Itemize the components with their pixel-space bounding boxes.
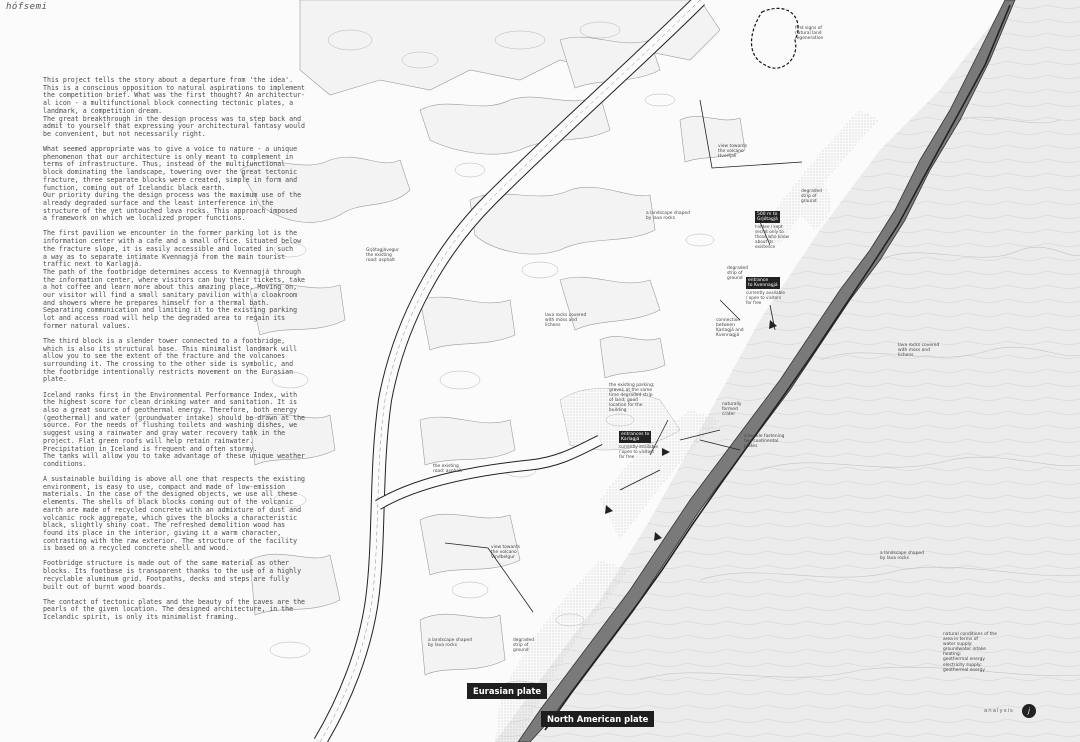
label-view-hverfjall: view towards the volcano Hverfjall — [718, 144, 747, 160]
label-buckle: a buckle fastening two continental plates — [744, 434, 785, 450]
box-grjotagja-sub: hidden / kept secret only to those who know about its existence — [755, 224, 789, 249]
label-natural-conditions: natural conditions of the area in terms of water supply: groundwater intake heating: geothermal energy electricity supply: geothermal energy — [943, 632, 997, 673]
analysis-label: analysis — [984, 708, 1014, 714]
description-paragraph-7: Footbridge structure is made out of the same material as other blocks. Its footbase is transparent thanks to the use of a highly recyclable aluminum grid. Footpaths, decks and steps are fully built out of burnt wood boards. — [43, 559, 302, 591]
label-first-signs: first signs of natural land regeneration — [795, 26, 824, 42]
label-parking: the existing parking; gravel; at the same time degraded strip of land; good location for the building — [609, 383, 655, 414]
description-paragraph-4: The third block is a slender tower connected to a footbridge, which is also its structural base. This minimalist landmark will allow you to see the extent of the fracture and the volcanoes surrounding it. The crossing to the other side is symbolic, and the footbridge intentionally restricts movement on the Eurasian plate. — [43, 336, 298, 384]
regeneration-area — [751, 8, 798, 68]
description-paragraph-5: Iceland ranks first in the Environmental Performance Index, with the highest score for clean drinking water and sanitation. It is also a great source of geothermal energy. Therefore, both energy (geothermal) and water (groundwater intake) should be drawn at the source. For the needs of flushing toilets and washing dishes, we suggest using a rainwater and gray water recovery tank in the project. Flat green roofs will help retain rainwater. Precipitation in Iceland is frequent and often stormy. The tanks will allow you to take advantage of these unique weather conditions. — [43, 390, 306, 468]
box-karlagja-sub: currently available / open to visitors for free — [619, 444, 658, 459]
label-landscape-lava-3: a landscape shaped by lava rocks — [428, 638, 472, 649]
north-american-plate-label: North American plate — [541, 711, 654, 727]
label-road-grjotagjavegur: Grjótagjávegur the existing road: asphalt — [366, 248, 399, 264]
description-paragraph-8: The contact of tectonic plates and the beauty of the caves are the pearls of the given location. The designed architecture, in the Icelandic spirit, is only its minimalist framing. — [43, 597, 306, 622]
description-paragraph-6: A sustainable building is above all one that respects the existing environment, is easy to use, compact and made of low-emission materials. In the case of the designed objects, we use all these elements. The shells of black blocks coming out of the volcanic earth are made of recycled concrete with an admixture of dust and volcanic rock aggregate, which gives the blocks a characteristic black, slightly shiny coat. The refreshed demolition wood has found its place in the interior, giving it a warm character, contrasting with the raw exterior. The structure of the facility is based on a recycled concrete shell and wood. — [43, 475, 306, 553]
label-landscape-lava-2: a landscape shaped by lava rocks — [880, 551, 924, 562]
box-kvennagja: entrance to Kvennagjá — [748, 278, 778, 288]
project-description — [43, 77, 325, 629]
label-degraded-strip-2: degraded strip of ground — [727, 266, 749, 282]
label-lava-moss-1: lava rocks covered with moss and lichens — [545, 313, 587, 329]
box-karlagja: entrances to Karlagjá — [621, 432, 650, 442]
description-paragraph-2: What seemed appropriate was to give a voice to nature - a unique phenomenon that our architecture is only meant to complement in terms of infrastructure. Thus, instead of the multifunctional block dominating the landscape, towering over the great tectonic fracture, three separate blocks were created, simple in form and function, coming out of Icelandic black earth. Our priority during the design process was the maximum use of the already degraded surface and the least interference in the structure of the yet untouched lava rocks. This approach imposed a framework on which we localized proper functions. — [43, 145, 302, 223]
label-connection: connection between Karlagjá and Kvennagjá — [716, 318, 744, 339]
box-kvennagja-sub: currently available / open to visitors for free — [746, 290, 785, 305]
label-lava-moss-2: lava rocks covered with moss and lichens — [898, 343, 940, 359]
logo-icon: j — [1022, 704, 1036, 718]
brand-title: hófsemi — [6, 2, 48, 12]
label-natural-crater: naturally formed crater — [722, 402, 742, 418]
eurasian-plate-label: Eurasian plate — [467, 683, 547, 699]
description-paragraph-3: The first pavilion we encounter in the former parking lot is the information center with a cafe and a small office. Situated below the fracture slope, it is easily accessible and located in such a way as to separate intimate Kvennagjá from the main tourist traffic next to Karlagjá. The path of the footbridge determines access to Kvennagjá through the information center, where visitors can buy their tickets, take a hot coffee and learn more about this amazing place. Moving on, our visitor will find a small sanitary pavilion with a cloakroom and showers where he prepares himself for a thermal bath. Separating communication and limiting it to the existing parking lot and access road will help the degraded area to regain its former natural values. — [43, 229, 306, 330]
label-existing-road: the existing road: asphalt — [433, 464, 462, 475]
label-view-vindbelgur: view towards the volcano Vindbelgur — [491, 545, 520, 561]
label-degraded-strip-3: degraded strip of ground — [513, 638, 535, 654]
box-grjotagja: 500 m to Grjótagjá — [757, 212, 778, 222]
label-degraded-strip-1: degraded strip of ground — [801, 189, 823, 205]
description-paragraph-1: This project tells the story about a departure from 'the idea'. This is a conscious opposition to natural aspirations to implement the competition brief. What was the first thought? An architectur- al icon - a multifunctional block connecting tectonic plates, a landmark, a competition dream. The great breakthrough in the design process was to step back and admit to yourself that expressing your architectural fantasy would be convenient, but not necessarily right. — [43, 76, 306, 138]
label-landscape-lava-1: a landscape shaped by lava rocks — [646, 211, 690, 222]
